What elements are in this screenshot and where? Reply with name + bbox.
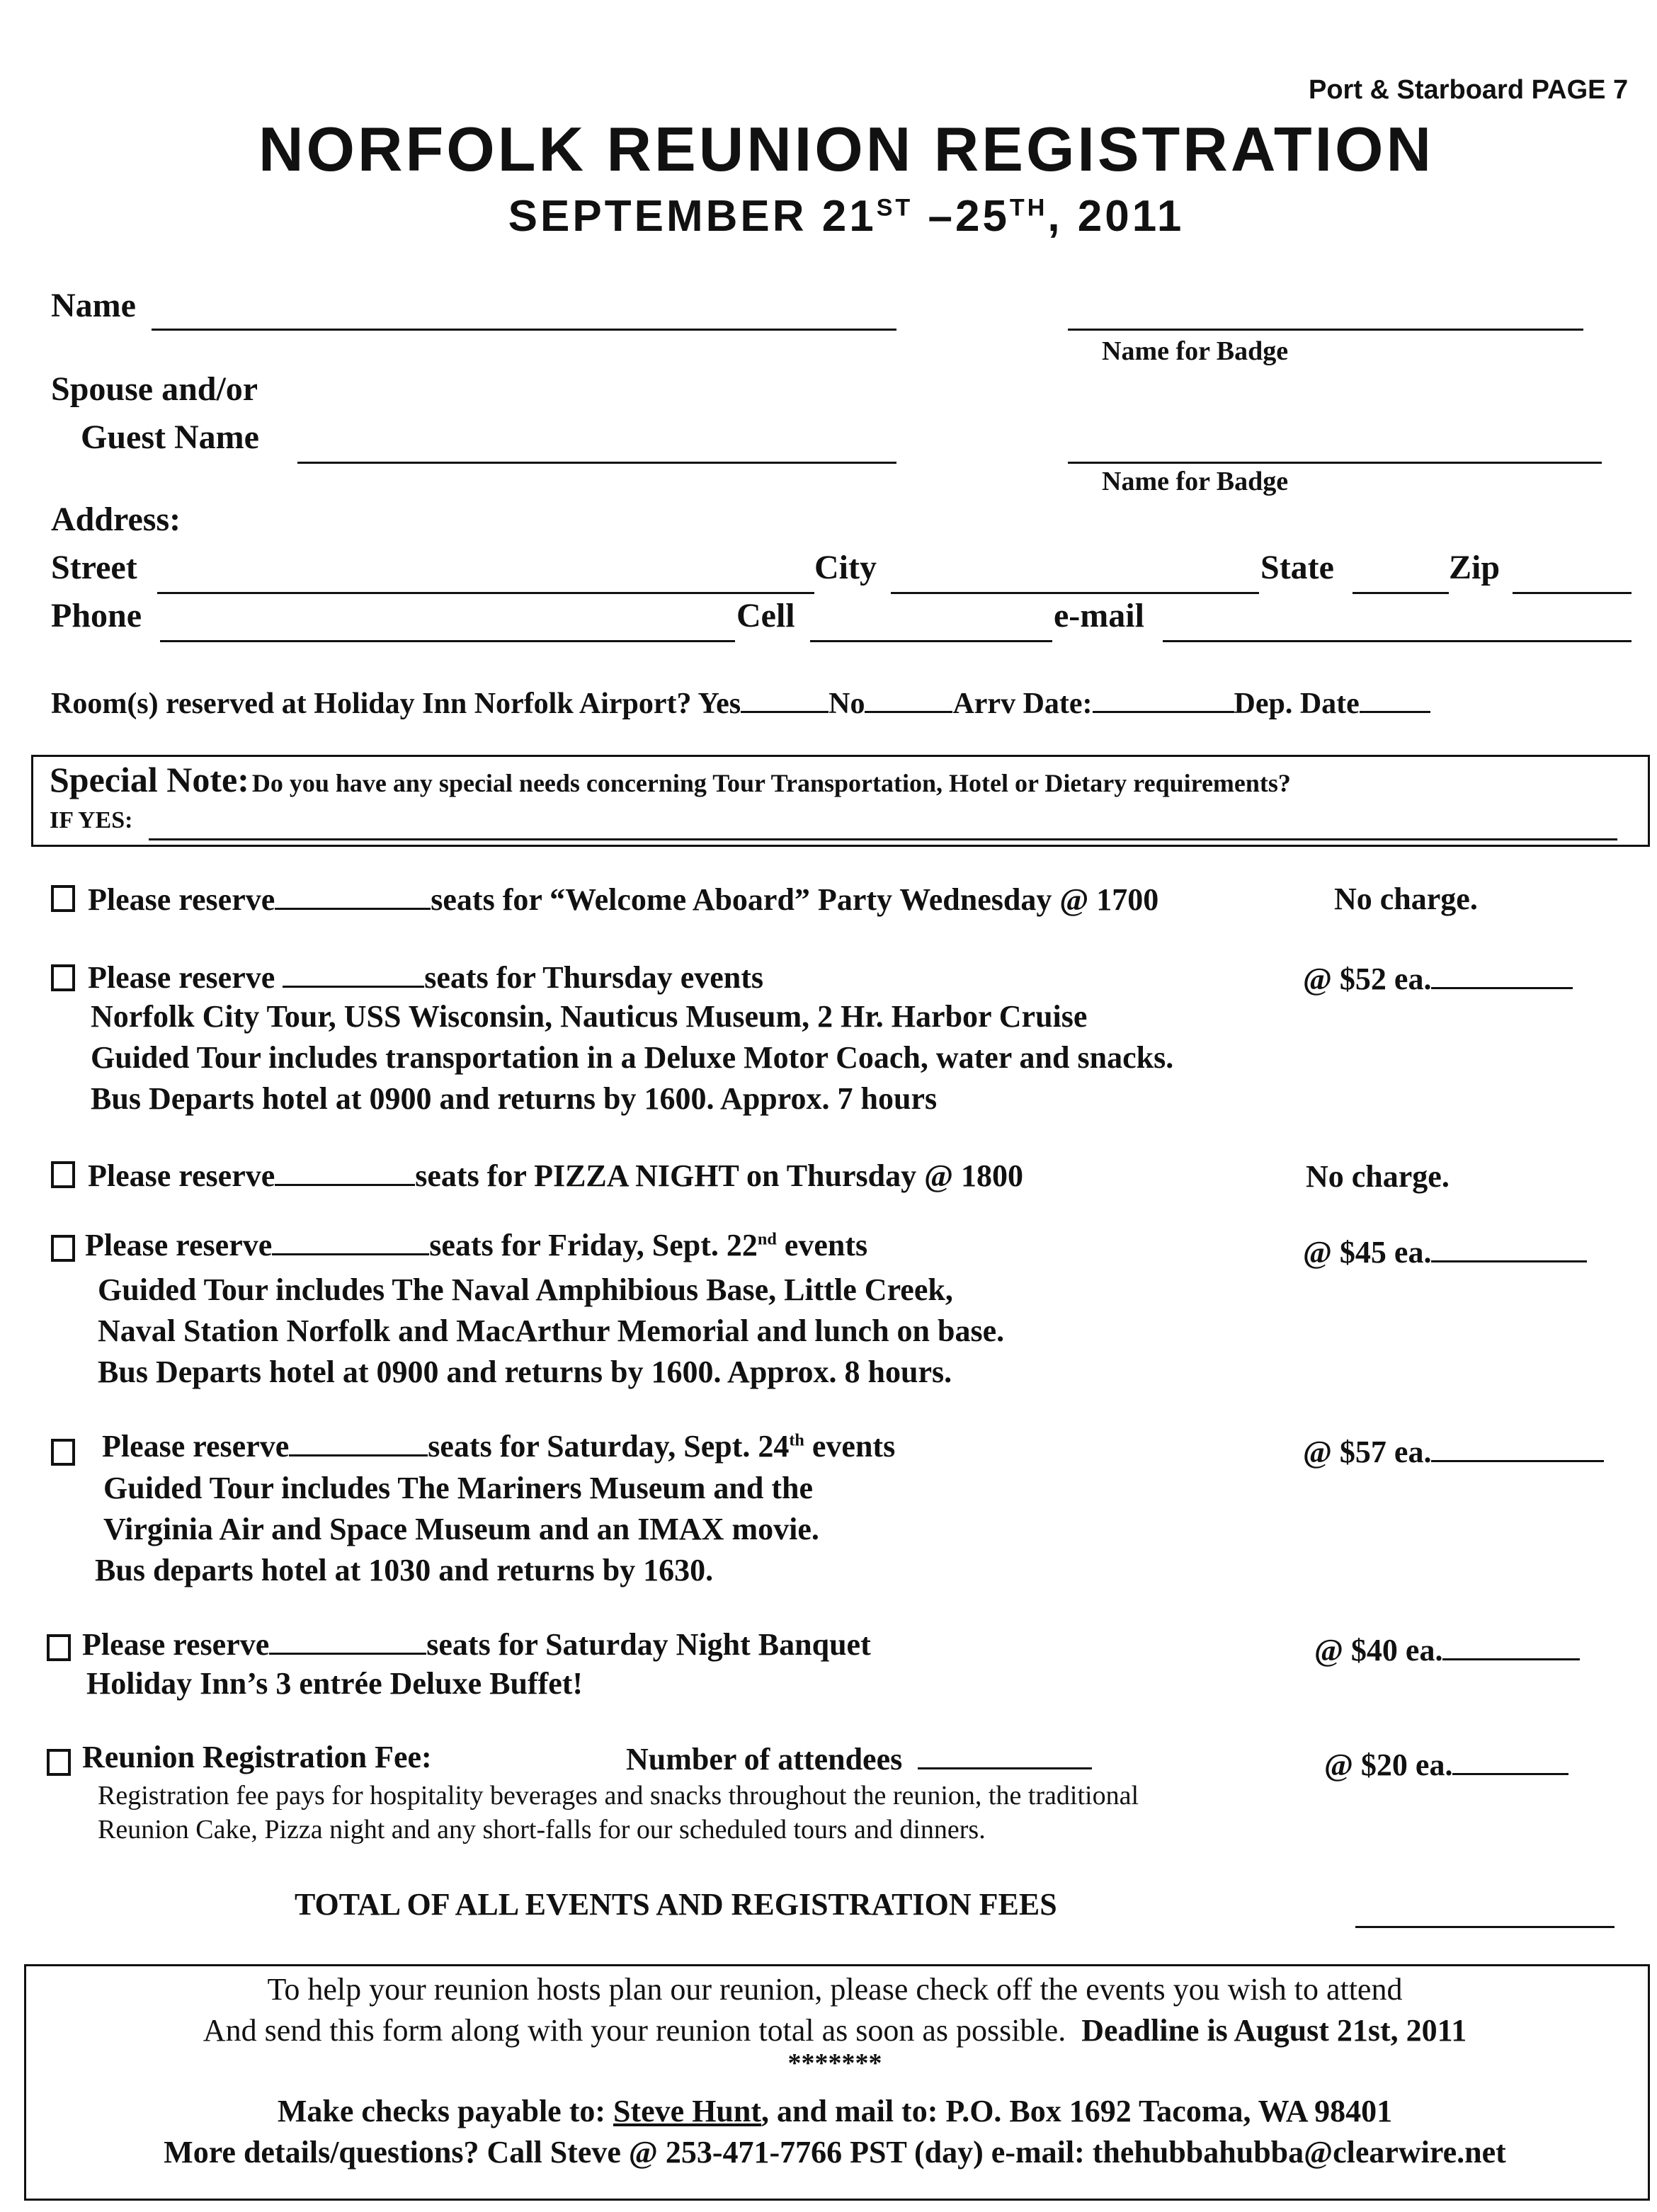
event-saturday-price: @ $57 ea. xyxy=(1303,1432,1604,1470)
total-label: TOTAL OF ALL EVENTS AND REGISTRATION FEES xyxy=(295,1887,1057,1922)
guest-badge-label: Name for Badge xyxy=(1102,467,1289,496)
special-note-question: Do you have any special needs concerning Tour Transportation, Hotel or Dietary requirements? xyxy=(251,769,1291,797)
amount-field-banquet[interactable] xyxy=(1442,1630,1580,1660)
street-label: Street xyxy=(51,549,137,586)
city-field[interactable] xyxy=(891,564,1259,594)
phone-label: Phone xyxy=(51,597,142,634)
event-banquet-detail: Holiday Inn’s 3 entrée Deluxe Buffet! xyxy=(86,1666,583,1701)
zip-label: Zip xyxy=(1449,549,1501,586)
event-checkbox-saturday[interactable] xyxy=(51,1439,75,1466)
page-subtitle: SEPTEMBER 21ST –25TH, 2011 xyxy=(508,192,1185,241)
registration-checkbox[interactable] xyxy=(47,1749,71,1776)
amount-field-saturday[interactable] xyxy=(1431,1432,1604,1462)
event-friday-detail: Bus Departs hotel at 0900 and returns by 1600. Approx. 8 hours. xyxy=(98,1355,952,1389)
phone-field[interactable] xyxy=(160,612,735,642)
city-label: City xyxy=(814,549,877,586)
guest-name-label: Guest Name xyxy=(81,418,259,456)
badge-name-field[interactable] xyxy=(1068,297,1583,331)
event-saturday: Please reserve seats for Saturday, Sept. 24th events xyxy=(102,1426,895,1464)
footer-line-2: And send this form along with your reunion total as soon as possible. Deadline is August 21st, 2011 xyxy=(203,2013,1467,2048)
page-title: NORFOLK REUNION REGISTRATION xyxy=(258,114,1435,184)
page-label: Port & Starboard PAGE 7 xyxy=(1309,75,1629,105)
state-field[interactable] xyxy=(1353,564,1449,594)
special-note-label: Special Note: xyxy=(50,760,249,799)
total-field[interactable] xyxy=(1355,1898,1615,1928)
amount-field-thursday[interactable] xyxy=(1431,959,1573,989)
event-checkbox-banquet[interactable] xyxy=(47,1634,71,1661)
amount-field-friday[interactable] xyxy=(1431,1232,1587,1262)
room-question: Room(s) reserved at Holiday Inn Norfolk Airport? Yes No Arrv Date: Dep. Date xyxy=(51,683,1430,721)
footer-contact: More details/questions? Call Steve @ 253-471-7766 PST (day) e-mail: thehubbahubba@clearwire.net xyxy=(164,2135,1506,2170)
registration-note: Registration fee pays for hospitality beverages and snacks throughout the reunion, the traditional xyxy=(98,1781,1139,1811)
amount-field-registration[interactable] xyxy=(1452,1745,1568,1775)
cell-label: Cell xyxy=(736,597,795,634)
event-thursday: Please reserve seats for Thursday events xyxy=(88,957,763,996)
seats-field-saturday[interactable] xyxy=(289,1426,428,1456)
event-friday-price: @ $45 ea. xyxy=(1303,1232,1587,1270)
footer-checks: Make checks payable to: Steve Hunt, and mail to: P.O. Box 1692 Tacoma, WA 98401 xyxy=(277,2094,1393,2128)
state-label: State xyxy=(1260,549,1334,586)
footer-stars: ******* xyxy=(787,2048,882,2078)
address-label: Address: xyxy=(51,501,181,538)
event-thursday-price: @ $52 ea. xyxy=(1303,959,1573,997)
event-pizza-price: No charge. xyxy=(1306,1159,1450,1194)
event-checkbox-friday[interactable] xyxy=(51,1235,75,1262)
seats-field-welcome[interactable] xyxy=(275,879,431,910)
deadline: Deadline is August 21st, 2011 xyxy=(1081,2013,1467,2048)
event-friday-detail: Guided Tour includes The Naval Amphibious Base, Little Creek, xyxy=(98,1272,953,1307)
event-thursday-detail: Norfolk City Tour, USS Wisconsin, Nauticus Museum, 2 Hr. Harbor Cruise xyxy=(91,999,1088,1034)
seats-field-friday[interactable] xyxy=(272,1225,429,1255)
name-label: Name xyxy=(51,287,136,324)
room-no-field[interactable] xyxy=(865,683,952,713)
registration-label: Reunion Registration Fee: xyxy=(82,1740,432,1774)
event-welcome-price: No charge. xyxy=(1334,882,1478,916)
email-field[interactable] xyxy=(1163,612,1632,642)
event-banquet-price: @ $40 ea. xyxy=(1314,1630,1580,1668)
registration-note: Reunion Cake, Pizza night and any short-falls for our scheduled tours and dinners. xyxy=(98,1815,986,1845)
seats-field-pizza[interactable] xyxy=(275,1156,415,1186)
event-saturday-detail: Bus departs hotel at 1030 and returns by 1630. xyxy=(95,1553,714,1587)
special-note-field[interactable] xyxy=(149,810,1617,840)
registration-price: @ $20 ea. xyxy=(1324,1745,1568,1783)
spouse-label: Spouse and/or xyxy=(51,370,258,408)
event-friday: Please reserve seats for Friday, Sept. 22nd events xyxy=(85,1225,867,1263)
street-field[interactable] xyxy=(157,564,814,594)
special-note xyxy=(50,759,1291,800)
departure-date-field[interactable] xyxy=(1360,683,1430,713)
footer-line-1: To help your reunion hosts plan our reunion, please check off the events you wish to attend xyxy=(267,1972,1403,2007)
badge-label: Name for Badge xyxy=(1102,336,1289,366)
guest-badge-name-field[interactable] xyxy=(1068,432,1602,464)
event-banquet: Please reserve seats for Saturday Night Banquet xyxy=(82,1624,871,1663)
registration-attendees: Number of attendees xyxy=(626,1739,1092,1777)
payee-name: Steve Hunt xyxy=(613,2094,762,2128)
event-thursday-detail: Guided Tour includes transportation in a Deluxe Motor Coach, water and snacks. xyxy=(91,1040,1174,1075)
event-saturday-detail: Virginia Air and Space Museum and an IMAX movie. xyxy=(103,1512,819,1546)
event-thursday-detail: Bus Departs hotel at 0900 and returns by 1600. Approx. 7 hours xyxy=(91,1081,938,1116)
event-pizza: Please reserve seats for PIZZA NIGHT on Thursday @ 1800 xyxy=(88,1156,1023,1194)
name-field[interactable] xyxy=(152,297,896,331)
event-checkbox-welcome[interactable] xyxy=(51,885,75,912)
seats-field-banquet[interactable] xyxy=(269,1624,426,1655)
room-yes-field[interactable] xyxy=(741,683,828,713)
event-friday-detail: Naval Station Norfolk and MacArthur Memorial and lunch on base. xyxy=(98,1313,1005,1348)
seats-field-thursday[interactable] xyxy=(283,957,424,988)
event-checkbox-pizza[interactable] xyxy=(51,1161,75,1188)
cell-field[interactable] xyxy=(810,612,1052,642)
event-checkbox-thursday[interactable] xyxy=(51,964,75,991)
arrival-date-field[interactable] xyxy=(1093,683,1234,713)
attendees-field[interactable] xyxy=(918,1739,1092,1769)
event-welcome: Please reserve seats for “Welcome Aboard” Party Wednesday @ 1700 xyxy=(88,879,1158,918)
email-label: e-mail xyxy=(1054,597,1144,634)
special-note-if-yes: IF YES: xyxy=(50,807,133,833)
zip-field[interactable] xyxy=(1513,564,1632,594)
event-saturday-detail: Guided Tour includes The Mariners Museum and the xyxy=(103,1471,814,1505)
guest-name-field[interactable] xyxy=(297,432,896,464)
